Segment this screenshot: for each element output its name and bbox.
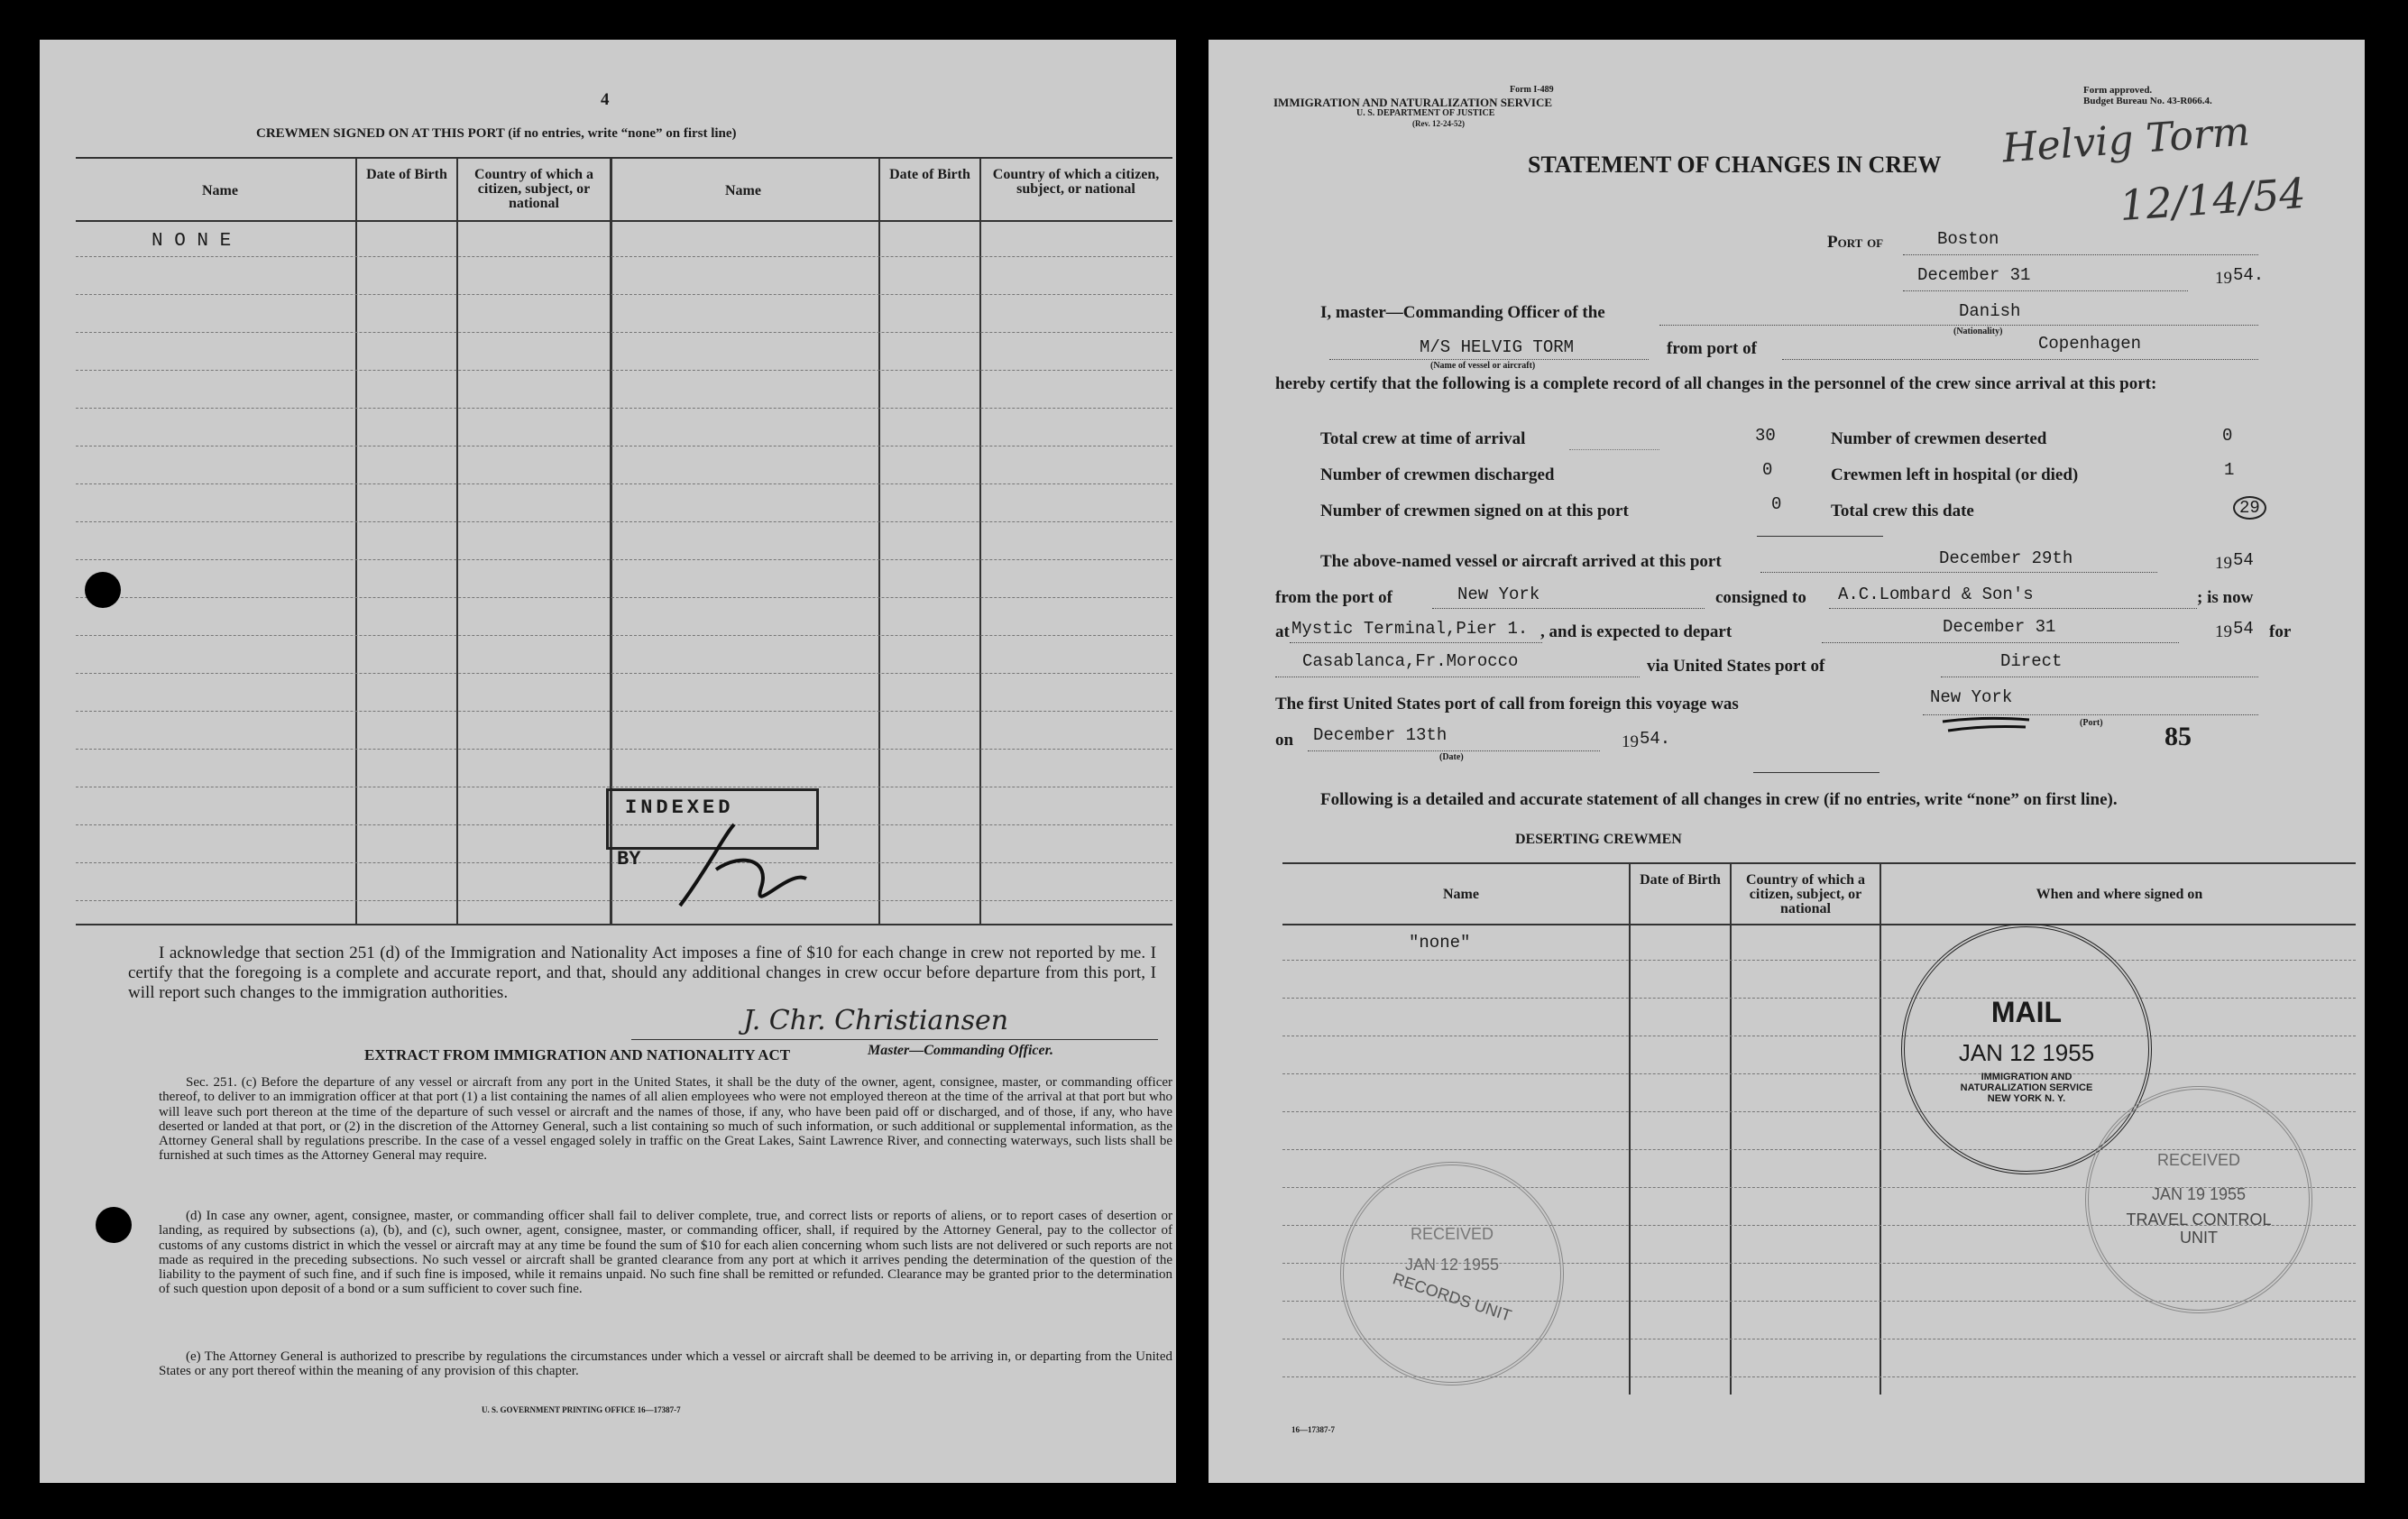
statement-date: December 31 xyxy=(1917,265,2031,285)
via-label: via United States port of xyxy=(1647,657,1825,676)
vessel-name: M/S HELVIG TORM xyxy=(1420,337,1575,357)
stat-total-arrival-value: 30 xyxy=(1755,426,1776,446)
handwritten-date: 12/14/54 xyxy=(2118,168,2308,231)
page-number: 4 xyxy=(601,90,610,109)
indexed-initials-signature xyxy=(653,815,833,924)
table-header-rule xyxy=(76,220,1172,222)
form-number: Form I-489 xyxy=(1510,85,1554,95)
port-label: (Port) xyxy=(2080,718,2103,728)
stat-total-arrival-label: Total crew at time of arrival xyxy=(1320,429,1526,448)
col-header-country-2: Country of which a citizen, subject, or national xyxy=(992,167,1160,197)
depart-label: , and is expected to depart xyxy=(1540,622,1732,641)
signed-on-table-title: CREWMEN SIGNED ON AT THIS PORT (if no entries, write “none” on first line) xyxy=(256,126,737,141)
stat-deserted-value: 0 xyxy=(2222,426,2233,446)
deserting-col-when: When and where signed on xyxy=(2036,887,2203,902)
stat-discharged-value: 0 xyxy=(1762,460,1773,480)
master-line: I, master—Commanding Officer of the xyxy=(1320,303,1605,322)
handwritten-vessel-name: Helvig Torm xyxy=(2000,108,2252,172)
records-unit-stamp: RECEIVED JAN 12 1955 RECORDS UNIT xyxy=(1340,1162,1564,1386)
department-name: U. S. DEPARTMENT OF JUSTICE xyxy=(1356,108,1495,118)
revision: (Rev. 12-24-52) xyxy=(1412,119,1465,128)
stat-signed-on-value: 0 xyxy=(1771,494,1782,514)
destination: Casablanca,Fr.Morocco xyxy=(1302,651,1519,671)
for-label: for xyxy=(2269,622,2292,641)
port-of-value: Boston xyxy=(1937,229,1999,249)
printer-footer: U. S. GOVERNMENT PRINTING OFFICE 16—17387-7 xyxy=(482,1405,681,1414)
deserting-col-dob: Date of Birth xyxy=(1640,872,1721,888)
form-approved: Form approved. xyxy=(2083,85,2153,96)
from-port-2-label: from the port of xyxy=(1275,588,1392,607)
deserting-col-country: Country of which a citizen, subject, or national xyxy=(1745,872,1865,916)
deserting-title: DESERTING CREWMEN xyxy=(1515,832,1682,847)
first-date: December 13th xyxy=(1313,725,1448,745)
arrived-year: 54 xyxy=(2233,550,2254,570)
budget-bureau: Budget Bureau No. 43-R066.4. xyxy=(2083,96,2212,106)
stat-discharged-label: Number of crewmen discharged xyxy=(1320,465,1555,484)
right-page: Form I-489 IMMIGRATION AND NATURALIZATION SERVICE U. S. DEPARTMENT OF JUSTICE (Rev. 12-24-52) Form approved. Budget Bureau No. 43-R066.4. Helvig Torm 12/14/54 STATEMENT OF CHANGES IN CREW Port of Boston December 31 19 54. I, master—Commanding Officer of the Danish (Nationality) M/S HELVIG TORM (Name of vessel or aircraft) from port of Copenhagen hereby certify that the following is a complete record of all changes in the personnel of the crew since arrival at this port: Total crew at time of arrival 30 Number of crewmen discharged 0 Number of crewmen signed on at this port 0 Number of crewmen deserted 0 Crewmen left in hospital (or died) 1 Total crew this date 29 The above-named vessel or aircraft arrived at this port December 29th 19 54 from the port of New York consigned to A.C.Lombard & Son's ; is now at Mystic Terminal,Pier 1. , and is expected to depart December 31 19 54 for Casablanca,Fr.Morocco via United States port of Direct The first United States port of call from foreign this voyage was New York (Port) on December 13th (Date) 19 54. 85 Following is a detailed and accurate statement of all changes in crew (if no entries, write “none” on first line). DESERTING CREWMEN Name Date of Birth Country of which a citizen, subject, or national When and where signed on "none" MAIL JAN 12 1955 IMMIGRATION AND NATURALIZATION SERVICE NEW YORK N. Y. RECEIVED JAN 19 1955 TRAVEL CONTROL UNIT RECEIVED JAN 12 1955 RECORDS UNIT 16—17387-7 xyxy=(1209,40,2365,1483)
deserting-col-name: Name xyxy=(1443,887,1479,902)
consignee: A.C.Lombard & Son's xyxy=(1838,585,2034,604)
agency-name: IMMIGRATION AND NATURALIZATION SERVICE xyxy=(1273,96,1553,109)
from-port-value: Copenhagen xyxy=(2038,334,2142,354)
col-header-name-2: Name xyxy=(725,183,761,198)
statement-year: 54. xyxy=(2233,265,2265,285)
stat-hospital-label: Crewmen left in hospital (or died) xyxy=(1831,465,2079,484)
first-port: New York xyxy=(1930,687,2013,707)
from-port-label: from port of xyxy=(1667,339,1757,358)
nationality-label: (Nationality) xyxy=(1953,327,2003,336)
is-now-label: ; is now xyxy=(2197,588,2254,607)
at-label: at xyxy=(1275,622,1290,641)
col-header-dob: Date of Birth xyxy=(366,167,447,182)
punch-hole xyxy=(85,572,121,608)
travel-control-stamp: RECEIVED JAN 19 1955 TRAVEL CONTROL UNIT xyxy=(2085,1086,2312,1313)
punch-hole xyxy=(96,1207,132,1243)
indexed-stamp: INDEXED xyxy=(606,788,819,850)
arrived-date: December 29th xyxy=(1939,548,2073,568)
first-year: 54. xyxy=(1640,729,1671,749)
col-header-name: Name xyxy=(202,183,238,198)
mail-received-stamp: MAIL JAN 12 1955 IMMIGRATION AND NATURALIZATION SERVICE NEW YORK N. Y. xyxy=(1901,924,2152,1174)
date-label: (Date) xyxy=(1439,752,1464,762)
stat-total-date-label: Total crew this date xyxy=(1831,502,1974,520)
table-row: "none" xyxy=(1409,933,1471,953)
col-header-dob-2: Date of Birth xyxy=(889,167,970,182)
acknowledgement-text: I acknowledge that section 251 (d) of the Immigration and Nationality Act imposes a fine of $10 for each change in crew not reported by me. I certify that the foregoing is a complete and accurate report, and that, should any additional changes in crew occur before departure from this port, I will report such changes to the immigration authorities. xyxy=(128,944,1156,1002)
from-port-2-value: New York xyxy=(1457,585,1540,604)
on-label: on xyxy=(1275,731,1294,750)
vessel-label: (Name of vessel or aircraft) xyxy=(1430,361,1536,371)
col-header-country: Country of which a citizen, subject, or national xyxy=(473,167,593,211)
consigned-label: consigned to xyxy=(1715,588,1806,607)
table-row: N O N E xyxy=(152,231,232,252)
port-of-label: Port of xyxy=(1827,233,1884,252)
extract-title: EXTRACT FROM IMMIGRATION AND NATIONALITY ACT xyxy=(364,1046,791,1063)
stat-total-date-value: 29 xyxy=(2233,496,2266,520)
statement-year-prefix: 19 xyxy=(2215,269,2232,288)
left-page xyxy=(40,40,1176,1483)
depart-year: 54 xyxy=(2233,619,2254,639)
depart-date: December 31 xyxy=(1943,617,2056,637)
form-footer: 16—17387-7 xyxy=(1291,1425,1335,1434)
first-port-label: The first United States port of call from foreign this voyage was xyxy=(1275,695,1739,713)
following-text: Following is a detailed and accurate statement of all changes in crew (if no entries, write “none” on first line). xyxy=(1320,790,2118,809)
certify-text: hereby certify that the following is a complete record of all changes in the personnel of the crew since arrival at this port: xyxy=(1275,374,2157,393)
section-251-e: (e) The Attorney General is authorized to prescribe by regulations the circumstances under which a vessel or aircraft shall be deemed to be arriving in, or departing from the United States or any port thereof within the meaning of any provision of this chapter. xyxy=(159,1349,1172,1379)
section-251-d: (d) In case any owner, agent, consignee, master, or commanding officer shall fail to deliver complete, true, and correct lists or reports of aliens, or to report cases of desertion or landing, as required by subsections (a), (b), and (c), such owner, agent, consignee, master, or commanding officer, shall, if required by the Attorney General, pay to the collector of customs of any customs district in which the vessel or aircraft may at any time be found the sum of $10 for each alien concerning whom such lists are not delivered or such reports are not made as required in the preceding subsections. No such vessel or aircraft shall be granted clearance from any port at which it arrives pending the determination of the question of the liability to the payment of such fine, and if such fine is imposed, while it remains unpaid. No such fine shall be remitted or refunded. Clearance may be granted prior to the determination of such question upon deposit of a bond or a sum sufficient to cover such fine. xyxy=(159,1209,1172,1297)
handwritten-underline xyxy=(1939,714,2038,734)
section-251-c: Sec. 251. (c) Before the departure of any vessel or aircraft from any port in the United States, it shall be the duty of the owner, agent, consignee, master, or commanding officer thereof, to deliver to an immigration officer at that port (1) a list containing the names of all alien employees who were not employed thereon at the time of the arrival at that port but who will leave such port thereon at the time of the departure of such vessel or aircraft and the names of those, if any, who have been paid off or discharged, and of those, if any, who have deserted or landed at that port, or (2) in the discretion of the Attorney General, such a list containing so much of such information, or such additional or supplemental information, as the Attorney General shall by regulations prescribe. In the case of a vessel engaged solely in traffic on the Great Lakes, Saint Lawrence River, and connecting waterways, such lists shall be furnished at such times as the Attorney General may require. xyxy=(159,1075,1172,1164)
via-port: Direct xyxy=(2000,651,2063,671)
stamped-number: 85 xyxy=(2164,722,2192,751)
stat-hospital-value: 1 xyxy=(2224,460,2235,480)
indexed-by-label: BY xyxy=(617,848,641,870)
master-signature: J. Chr. Christiansen xyxy=(743,1005,1009,1036)
nationality-value: Danish xyxy=(1959,301,2021,321)
table-top-rule xyxy=(76,157,1172,159)
master-label: Master—Commanding Officer. xyxy=(868,1043,1053,1058)
arrived-label: The above-named vessel or aircraft arrived at this port xyxy=(1320,552,1722,571)
stat-signed-on-label: Number of crewmen signed on at this port xyxy=(1320,502,1629,520)
form-title: STATEMENT OF CHANGES IN CREW xyxy=(1528,152,1942,178)
location: Mystic Terminal,Pier 1. xyxy=(1291,619,1529,639)
stat-deserted-label: Number of crewmen deserted xyxy=(1831,429,2047,448)
